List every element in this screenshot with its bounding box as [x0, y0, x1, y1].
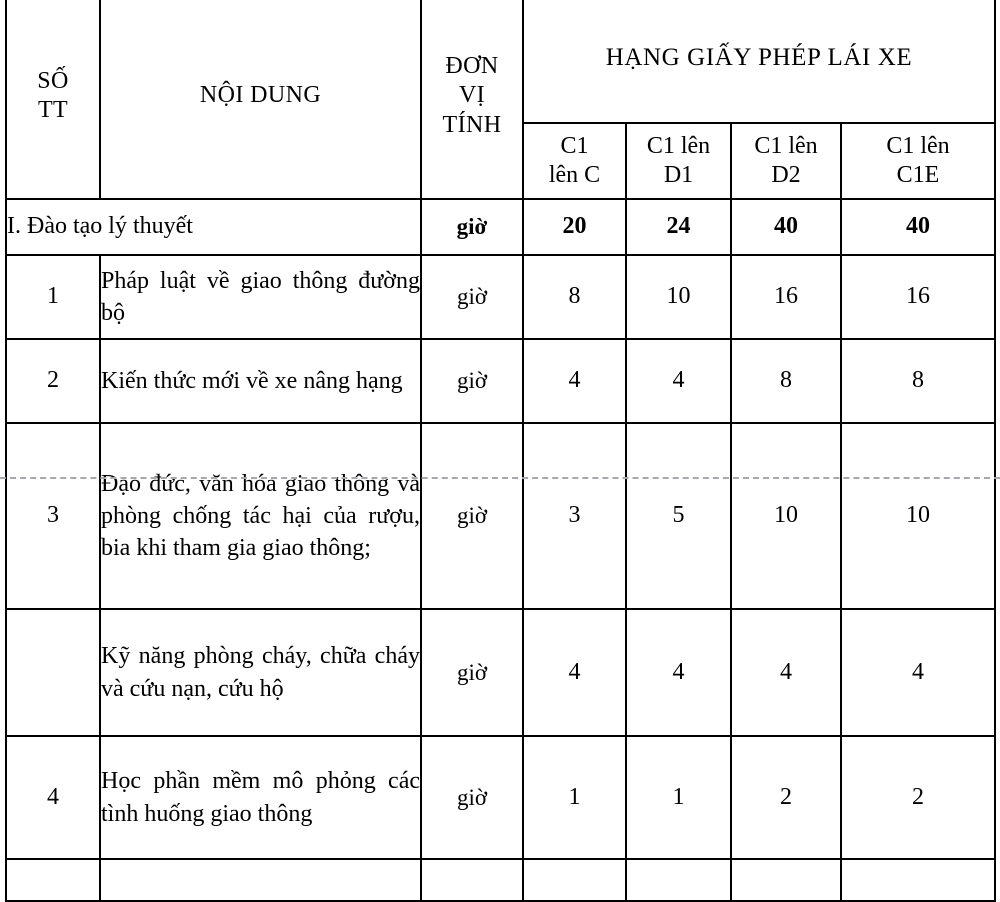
row-value-c1-len-c1e: 8 [841, 339, 995, 423]
section-label-cell [6, 199, 421, 255]
section-value-c1-len-c1e: 40 [841, 199, 995, 255]
header-col-c1-len-d1 [626, 123, 731, 199]
section-unit-cell [421, 199, 523, 255]
header-col-c1-len-d1-line1: C1 lên [646, 133, 711, 160]
header-col-c1-len-c-line2: lên C [548, 162, 601, 188]
row-value-c1-len-c1e [841, 859, 995, 901]
header-stt-line1: SỐ [37, 67, 69, 94]
header-license-group [523, 0, 995, 123]
row-value-c1-len-d2: 4 [731, 609, 841, 736]
row-value-c1-len-c [523, 859, 626, 901]
row-value-c1-len-d1: 10 [626, 255, 731, 339]
row-stt: 2 [6, 339, 100, 423]
row-stt [6, 859, 100, 901]
row-value-c1-len-d2: 8 [731, 339, 841, 423]
table-row [6, 609, 995, 736]
row-value-c1-len-c: 4 [523, 609, 626, 736]
header-col-c1-len-c1e [841, 123, 995, 199]
row-value-c1-len-c: 1 [523, 736, 626, 859]
table-section-row [6, 199, 995, 255]
header-content-label: NỘI DUNG [199, 82, 322, 109]
row-value-c1-len-d1: 1 [626, 736, 731, 859]
header-col-c1-len-c1e-line2: C1E [896, 162, 940, 188]
row-stt: 4 [6, 736, 100, 859]
section-label-text: I. Đào tạo lý thuyết [7, 213, 193, 240]
row-content: Học phần mềm mô phỏng các tình huống giao thông [100, 736, 421, 859]
table-row [6, 255, 995, 339]
header-unit-line1: ĐƠN [445, 53, 499, 80]
row-value-c1-len-c: 3 [523, 423, 626, 609]
row-stt: 3 [6, 423, 100, 609]
row-value-c1-len-c: 4 [523, 339, 626, 423]
row-value-c1-len-d1: 4 [626, 609, 731, 736]
row-unit: giờ [421, 423, 523, 609]
header-stt-line2: TT [37, 97, 69, 123]
row-content: Kiến thức mới về xe nâng hạng [100, 339, 421, 423]
header-col-c1-len-c1e-line1: C1 lên [886, 133, 950, 160]
row-value-c1-len-c1e: 4 [841, 609, 995, 736]
row-value-c1-len-d2: 10 [731, 423, 841, 609]
row-unit: giờ [421, 339, 523, 423]
row-unit [421, 859, 523, 901]
header-unit-line3: TÍNH [442, 111, 502, 138]
section-value-c1-len-d1: 24 [626, 199, 731, 255]
row-stt: 1 [6, 255, 100, 339]
training-hours-table [5, 0, 996, 902]
table-header-row-primary [6, 0, 995, 123]
row-content: Kỹ năng phòng cháy, chữa cháy và cứu nạn, cứu hộ [100, 609, 421, 736]
row-unit: giờ [421, 736, 523, 859]
header-content [100, 0, 421, 199]
header-stt [6, 0, 100, 199]
table-row [6, 339, 995, 423]
row-value-c1-len-d2 [731, 859, 841, 901]
row-value-c1-len-c1e: 16 [841, 255, 995, 339]
row-content: Đạo đức, văn hóa giao thông và phòng chống tác hại của rượu, bia khi tham gia giao thông; [100, 423, 421, 609]
row-value-c1-len-d2: 2 [731, 736, 841, 859]
header-col-c1-len-c [523, 123, 626, 199]
header-col-c1-len-d2-line1: C1 lên [754, 133, 818, 160]
row-stt [6, 609, 100, 736]
table-row [6, 423, 995, 609]
row-value-c1-len-d1: 5 [626, 423, 731, 609]
section-value-c1-len-c: 20 [523, 199, 626, 255]
row-value-c1-len-c: 8 [523, 255, 626, 339]
row-content: Pháp luật về giao thông đường bộ [100, 255, 421, 339]
section-unit-text: giờ [456, 214, 488, 240]
header-col-c1-len-d1-line2: D1 [663, 162, 694, 188]
header-unit-line2: VỊ [458, 82, 486, 109]
table-row [6, 736, 995, 859]
row-unit: giờ [421, 255, 523, 339]
header-col-c1-len-d2 [731, 123, 841, 199]
header-license-group-label: HẠNG GIẤY PHÉP LÁI XE [605, 43, 913, 71]
row-value-c1-len-c1e: 10 [841, 423, 995, 609]
row-value-c1-len-d2: 16 [731, 255, 841, 339]
table-row-partial [6, 859, 995, 901]
header-unit [421, 0, 523, 199]
row-value-c1-len-c1e: 2 [841, 736, 995, 859]
header-col-c1-len-d2-line2: D2 [771, 162, 801, 188]
row-unit: giờ [421, 609, 523, 736]
row-value-c1-len-d1 [626, 859, 731, 901]
header-col-c1-len-c-line1: C1 [560, 133, 589, 160]
row-value-c1-len-d1: 4 [626, 339, 731, 423]
section-value-c1-len-d2: 40 [731, 199, 841, 255]
row-content [100, 859, 421, 901]
